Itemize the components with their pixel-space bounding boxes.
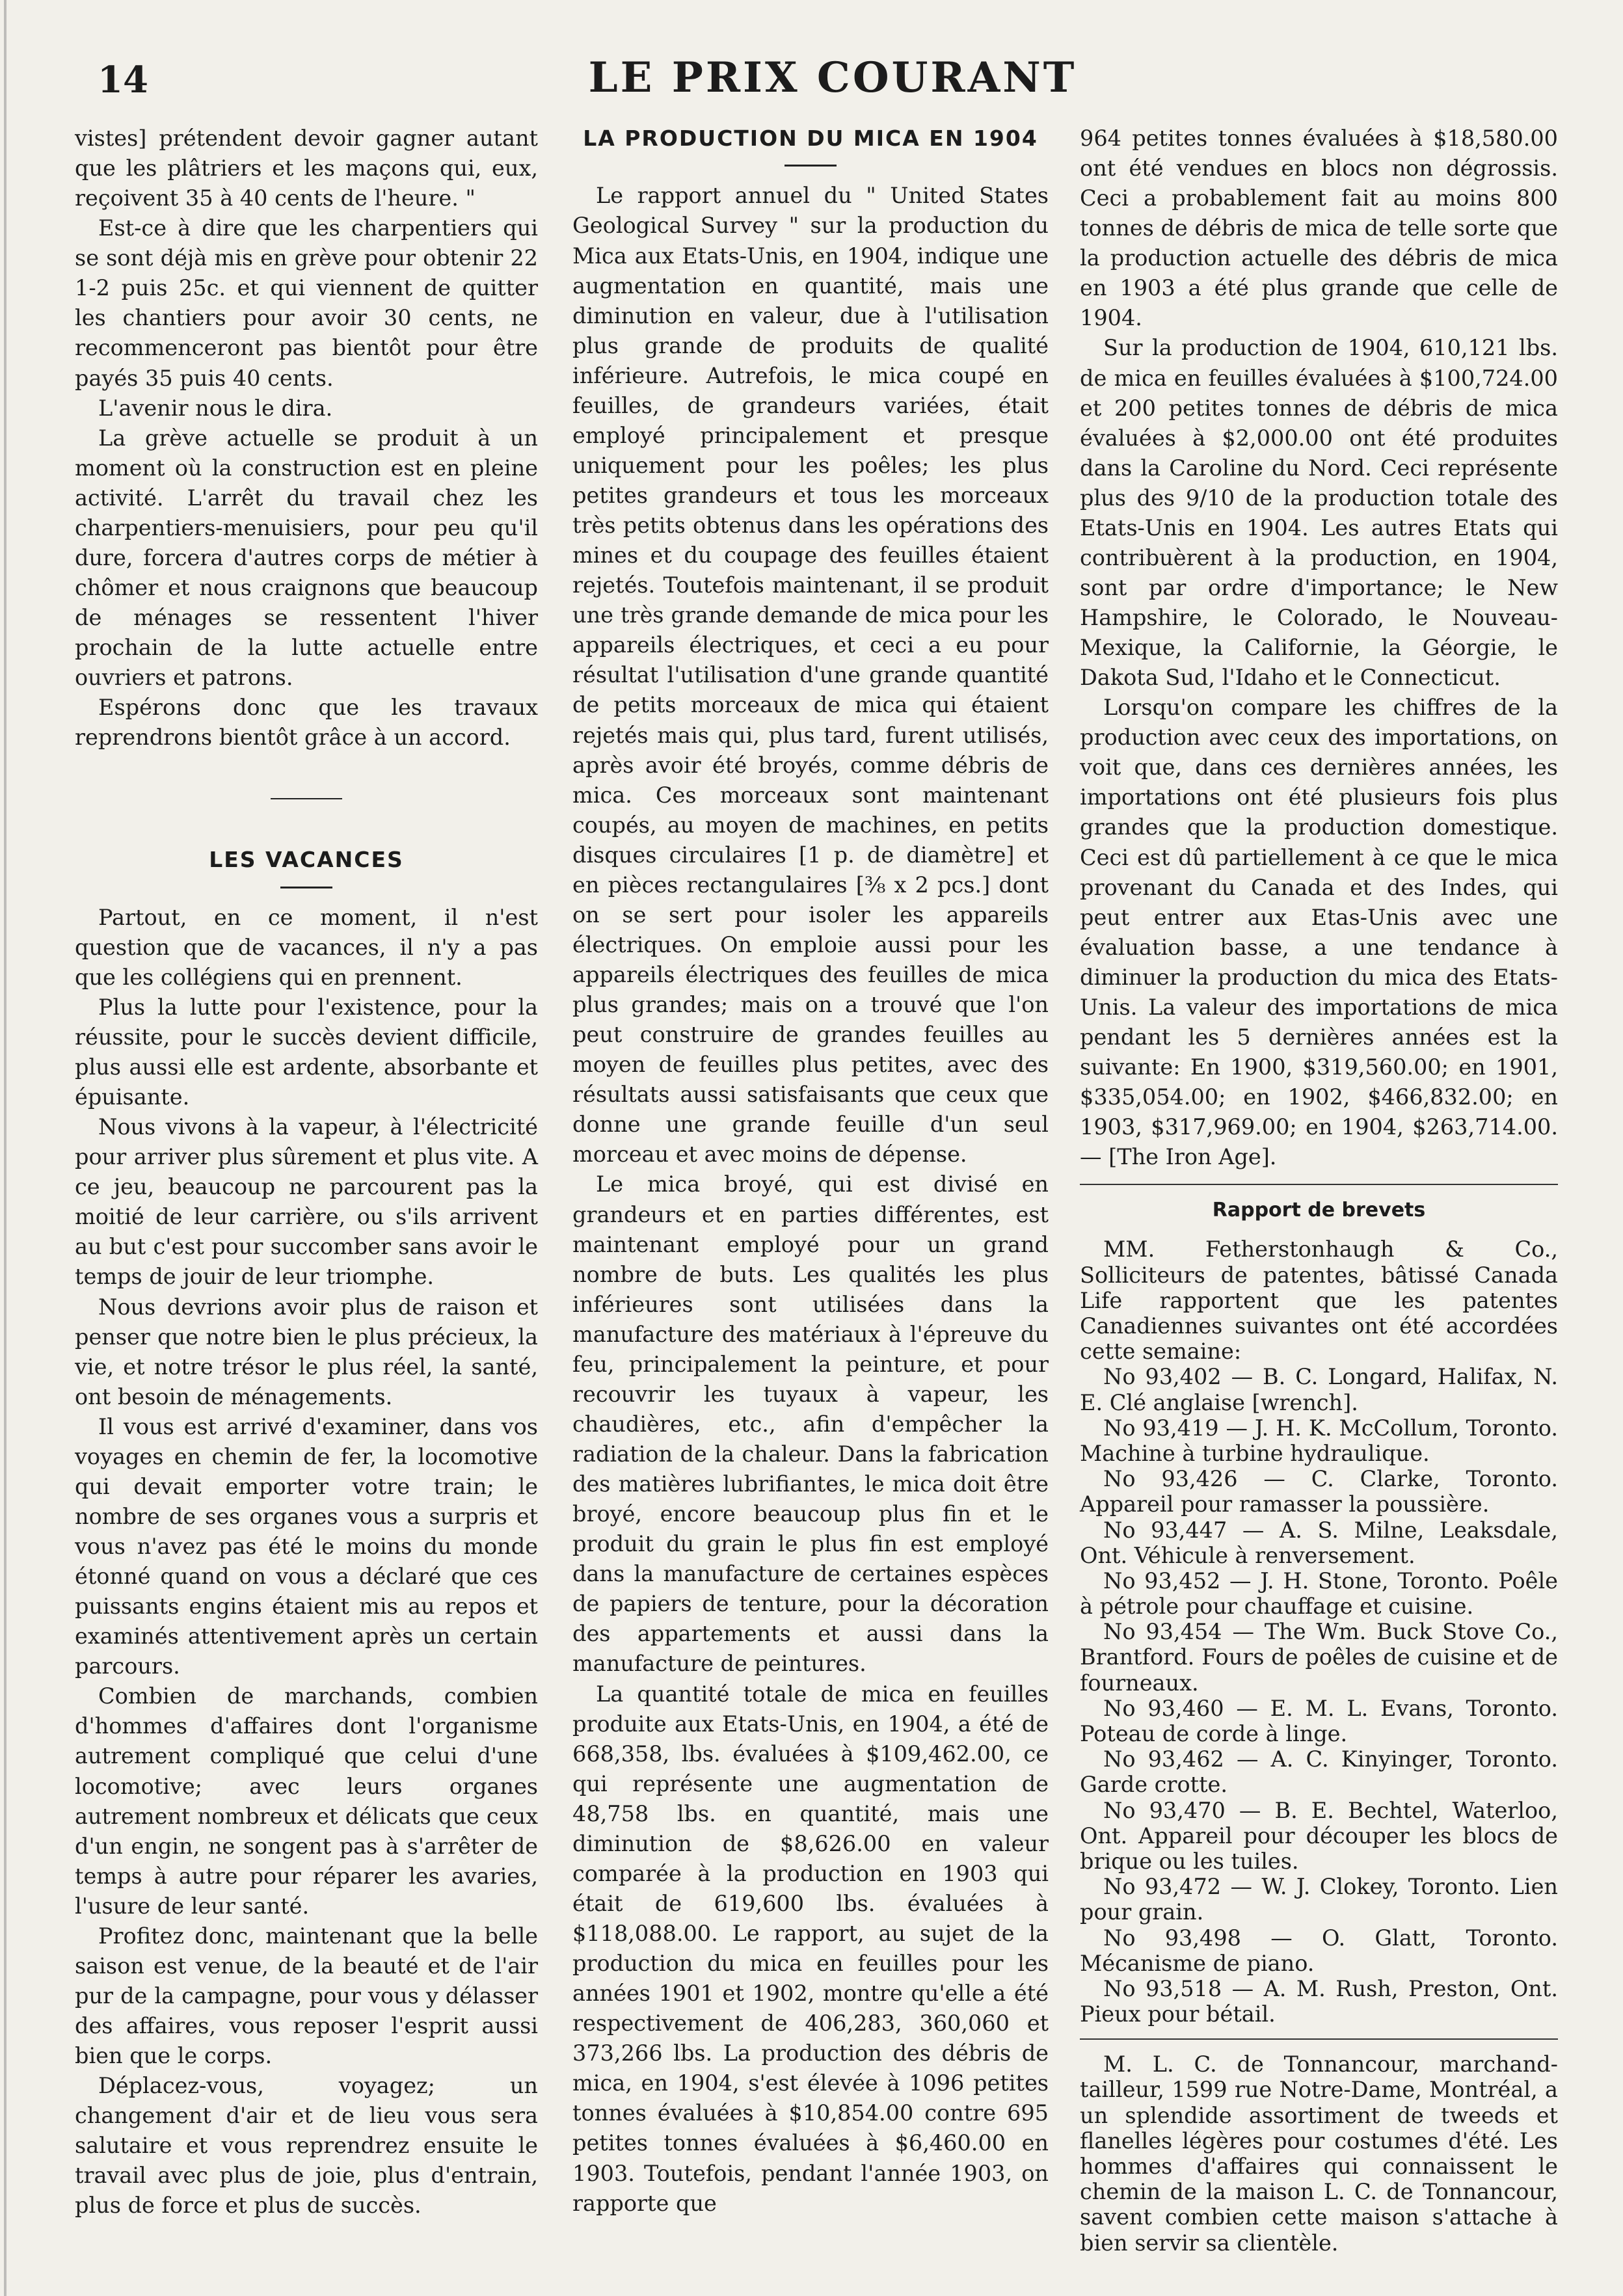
paragraph: Profitez donc, maintenant que la belle saison est venue, de la beauté et de l'air pur de la campagne, pour vous y délasser des affaires, vous reposer l'esprit aussi bien que le corps. xyxy=(75,1923,538,2069)
patent-entry: No 93,419 — J. H. K. McCollum, Toronto. Machine à turbine hydraulique. xyxy=(1080,1415,1558,1466)
paragraph: Combien de marchands, combien d'hommes d'affaires dont l'organisme autrement compliqué que celui d'une locomotive; avec leurs organes autrement nombreux et délicats que ceux d'un engin, ne songent pas à s'arrêter de temps à autre pour réparer les avaries, l'usure de leur santé. xyxy=(75,1683,538,1919)
section-title-vacances: LES VACANCES xyxy=(209,847,404,873)
patent-entry: No 93,518 — A. M. Rush, Preston, Ont. Pieux pour bétail. xyxy=(1080,1975,1558,2027)
paragraph: Partout, en ce moment, il n'est question que de vacances, il n'y a pas que les collégiens qui en prennent. xyxy=(75,904,538,990)
patents-intro: MM. Fetherstonhaugh & Co., Solliciteurs de patentes, bâtissé Canada Life rapportent que les patentes Canadiennes suivantes ont été accordées cette semaine: xyxy=(1080,1236,1558,1365)
paragraph: L'avenir nous le dira. xyxy=(98,395,333,421)
article-title-mica: LA PRODUCTION DU MICA EN 1904 xyxy=(583,126,1038,151)
paragraph: Le rapport annuel du " United States Geological Survey " sur la production du Mica aux Etats-Unis, en 1904, indique une augmentation en quantité, mais une diminution en valeur, due à l'utilisation plus grande de produits de qualité inférieure. Autrefois, le mica coupé en feuilles, de grandeurs variées, était employé principalement et presque uniquement pour les poêles; les plus petites grandeurs et tous les morceaux très petits obtenus dans les opérations des mines et du coupage des feuilles étaient rejetés. Toutefois maintenant, il se produit une très grande demande de mica pour les appareils électriques, et ceci a eu pour résultat l'utilisation d'une grande quantité de petits morceaux de mica qui étaient rejetés mais qui, plus tard, furent utilisés, après avoir été broyés, comme débris de mica. Ces morceaux sont maintenant coupés, au moyen de machines, en petits disques circulaires [1 p. de diamètre] et en pièces rectangulaires [⅜ x 2 pcs.] dont on se sert pour isoler les appareils électriques. On emploie aussi pour les appareils électriques des feuilles de mica plus grandes; mais on a trouvé que l'on peut construire de grandes feuilles au moyen de feuilles plus petites, avec des résultats aussi satisfaisants que ceux que donne une grande feuille d'un seul morceau et avec moins de dépense. xyxy=(572,183,1049,1168)
patent-entry: No 93,472 — W. J. Clokey, Toronto. Lien pour grain. xyxy=(1080,1874,1558,1925)
title-rule xyxy=(280,887,332,888)
section-divider xyxy=(1080,2038,1558,2040)
section-divider xyxy=(1080,1184,1558,1185)
patent-entry: No 93,452 — J. H. Stone, Toronto. Poêle à pétrole pour chauffage et cuisine. xyxy=(1080,1568,1558,1620)
column-right xyxy=(1080,124,1558,2256)
section-divider xyxy=(271,798,342,799)
paragraph: Plus la lutte pour l'existence, pour la réussite, pour le succès devient difficile, plus aussi elle est ardente, absorbante et épuisante. xyxy=(75,994,538,1110)
paragraph: Le mica broyé, qui est divisé en grandeurs et en parties différentes, est maintenant employé pour un grand nombre de buts. Les qualités les plus inférieures sont utilisées dans la manufacture des matériaux à l'épreuve du feu, principalement la peinture, et pour recouvrir les tuyaux à vapeur, les chaudières, etc., afin d'empêcher la radiation de la chaleur. Dans la fabrication des matières lubrifiantes, le mica doit être broyé, encore beaucoup plus fin et le produit du grain le plus fin est employé dans la manufacture de certaines espèces de papiers de tenture, pour la décoration des appartements et aussi dans la manufacture de peintures. xyxy=(572,1171,1049,1677)
column-left xyxy=(75,124,538,2221)
patent-entry: No 93,462 — A. C. Kinyinger, Toronto. Garde crotte. xyxy=(1080,1746,1558,1798)
paragraph: Sur la production de 1904, 610,121 lbs. de mica en feuilles évaluées à $100,724.00 et 200 petites tonnes de débris de mica évaluées à $2,000.00 ont été produites dans la Caroline du Nord. Ceci représente plus des 9/10 de la production totale des Etats-Unis en 1904. Les autres Etats qui contribuèrent à la production, en 1904, sont par ordre d'importance; le New Hampshire, le Colorado, le Nouveau-Mexique, la Californie, la Géorgie, le Dakota Sud, l'Idaho et le Connecticut. xyxy=(1080,335,1558,691)
masthead: LE PRIX COURANT xyxy=(588,53,1077,102)
title-rule xyxy=(785,165,837,167)
paragraph: La grève actuelle se produit à un moment où la construction est en pleine activité. L'arrêt du travail chez les charpentiers-menuisiers, pour peu qu'il dure, forcera d'autres corps de métier à chômer et nous craignons que beaucoup de ménages se ressentent l'hiver prochain de la lutte actuelle entre ouvriers et patrons. xyxy=(75,425,538,691)
paragraph: Déplacez-vous, voyagez; un changement d'air et de lieu vous sera salutaire et vous reprendrez ensuite le travail avec plus de joie, plus d'entrain, plus de force et plus de succès. xyxy=(75,2073,538,2219)
patent-entry: No 93,498 — O. Glatt, Toronto. Mécanisme de piano. xyxy=(1080,1925,1558,1976)
paragraph: 964 petites tonnes évaluées à $18,580.00 ont été vendues en blocs non dégrossis. Ceci a probablement fait au moins 800 tonnes de débris de mica de telle sorte que la production actuelle des débris de mica en 1903 a été plus grande que celle de 1904. xyxy=(1080,126,1558,331)
paragraph: Nous vivons à la vapeur, à l'électricité pour arriver plus sûrement et plus vite. A ce jeu, beaucoup ne parcourent pas la moitié de leur carrière, ou s'ils arrivent au but c'est pour succomber sans avoir le temps de jouir de leur triomphe. xyxy=(75,1114,538,1290)
patent-list xyxy=(1080,1236,1558,2027)
notice-tonnancour xyxy=(1080,2051,1558,2256)
patent-entry: No 93,402 — B. C. Longard, Halifax, N. E. Clé anglaise [wrench]. xyxy=(1080,1364,1558,1415)
patent-entry: No 93,447 — A. S. Milne, Leaksdale, Ont. Véhicule à renversement. xyxy=(1080,1517,1558,1568)
paragraph: M. L. C. de Tonnancour, marchand-tailleur, 1599 rue Notre-Dame, Montréal, a un splendide assortiment de tweeds et flanelles légères pour costumes d'été. Les hommes d'affaires qui connaissent le chemin de la maison L. C. de Tonnancour, savent combien cette maison s'attache à bien servir sa clientèle. xyxy=(1080,2051,1558,2256)
patent-entry: No 93,454 — The Wm. Buck Stove Co., Brantford. Fours de poêles de cuisine et de fourneaux. xyxy=(1080,1619,1558,1696)
paragraph: Est-ce à dire que les charpentiers qui se sont déjà mis en grève pour obtenir 22 1-2 puis 25c. et qui viennent de quitter les chantiers pour avoir 30 cents, ne recommenceront pas bientôt pour être payés 35 puis 40 cents. xyxy=(75,215,538,391)
paragraph: La quantité totale de mica en feuilles produite aux Etats-Unis, en 1904, a été de 668,358, lbs. évaluées à $109,462.00, ce qui représente une augmentation de 48,758 lbs. en quantité, mais une diminution de $8,626.00 en valeur comparée à la production en 1903 qui était de 619,600 lbs. évaluées à $118,088.00. Le rapport, au sujet de la production du mica en feuilles pour les années 1901 et 1902, montre qu'elle a été respectivement de 406,283, 360,060 et 373,266 lbs. La production des débris de mica, en 1904, s'est élevée à 1096 petites tonnes évaluées à $10,854.00 contre 695 petites tonnes évaluées à $6,460.00 en 1903. Toutefois, pendant l'année 1903, on rapporte que xyxy=(572,1681,1049,2216)
paragraph: Espérons donc que les travaux reprendrons bientôt grâce à un accord. xyxy=(75,695,538,751)
paragraph: vistes] prétendent devoir gagner autant que les plâtriers et les maçons qui, eux, reçoivent 35 à 40 cents de l'heure. " xyxy=(75,126,538,211)
paragraph: Il vous est arrivé d'examiner, dans vos voyages en chemin de fer, la locomotive qui devait emporter votre train; le nombre de ses organes vous a surpris et vous n'avez pas été le moins du monde étonné quand on vous a déclaré que ces puissants engins étaient mis au repos et examinés attentivement après un certain parcours. xyxy=(75,1413,538,1679)
section-title-brevets: Rapport de brevets xyxy=(1212,1199,1426,1222)
paragraph: Lorsqu'on compare les chiffres de la production avec ceux des importations, on voit que, dans ces dernières années, les importations ont été plusieurs fois plus grandes que la production domestique. Ceci est dû partiellement à ce que le mica provenant du Canada et des Indes, qui peut entrer aux Etas-Unis avec une évaluation basse, a une tendance à diminuer la production du mica des Etats-Unis. La valeur des importations de mica pendant les 5 dernières années est la suivante: En 1900, $319,560.00; en 1901, $335,054.00; en 1902, $466,832.00; en 1903, $317,969.00; en 1904, $263,714.00. — [The Iron Age]. xyxy=(1080,695,1558,1170)
column-middle xyxy=(572,124,1049,2219)
page-edge-line xyxy=(4,0,7,2296)
paragraph: Nous devrions avoir plus de raison et penser que notre bien le plus précieux, la vie, et notre trésor le plus réel, la santé, ont besoin de ménagements. xyxy=(75,1294,538,1409)
patent-entry: No 93,460 — E. M. L. Evans, Toronto. Poteau de corde à linge. xyxy=(1080,1695,1558,1746)
patent-entry: No 93,470 — B. E. Bechtel, Waterloo, Ont. Appareil pour découper les blocs de brique ou les tuiles. xyxy=(1080,1797,1558,1874)
patent-entry: No 93,426 — C. Clarke, Toronto. Appareil pour ramasser la poussière. xyxy=(1080,1466,1558,1517)
page-number: 14 xyxy=(98,59,148,101)
